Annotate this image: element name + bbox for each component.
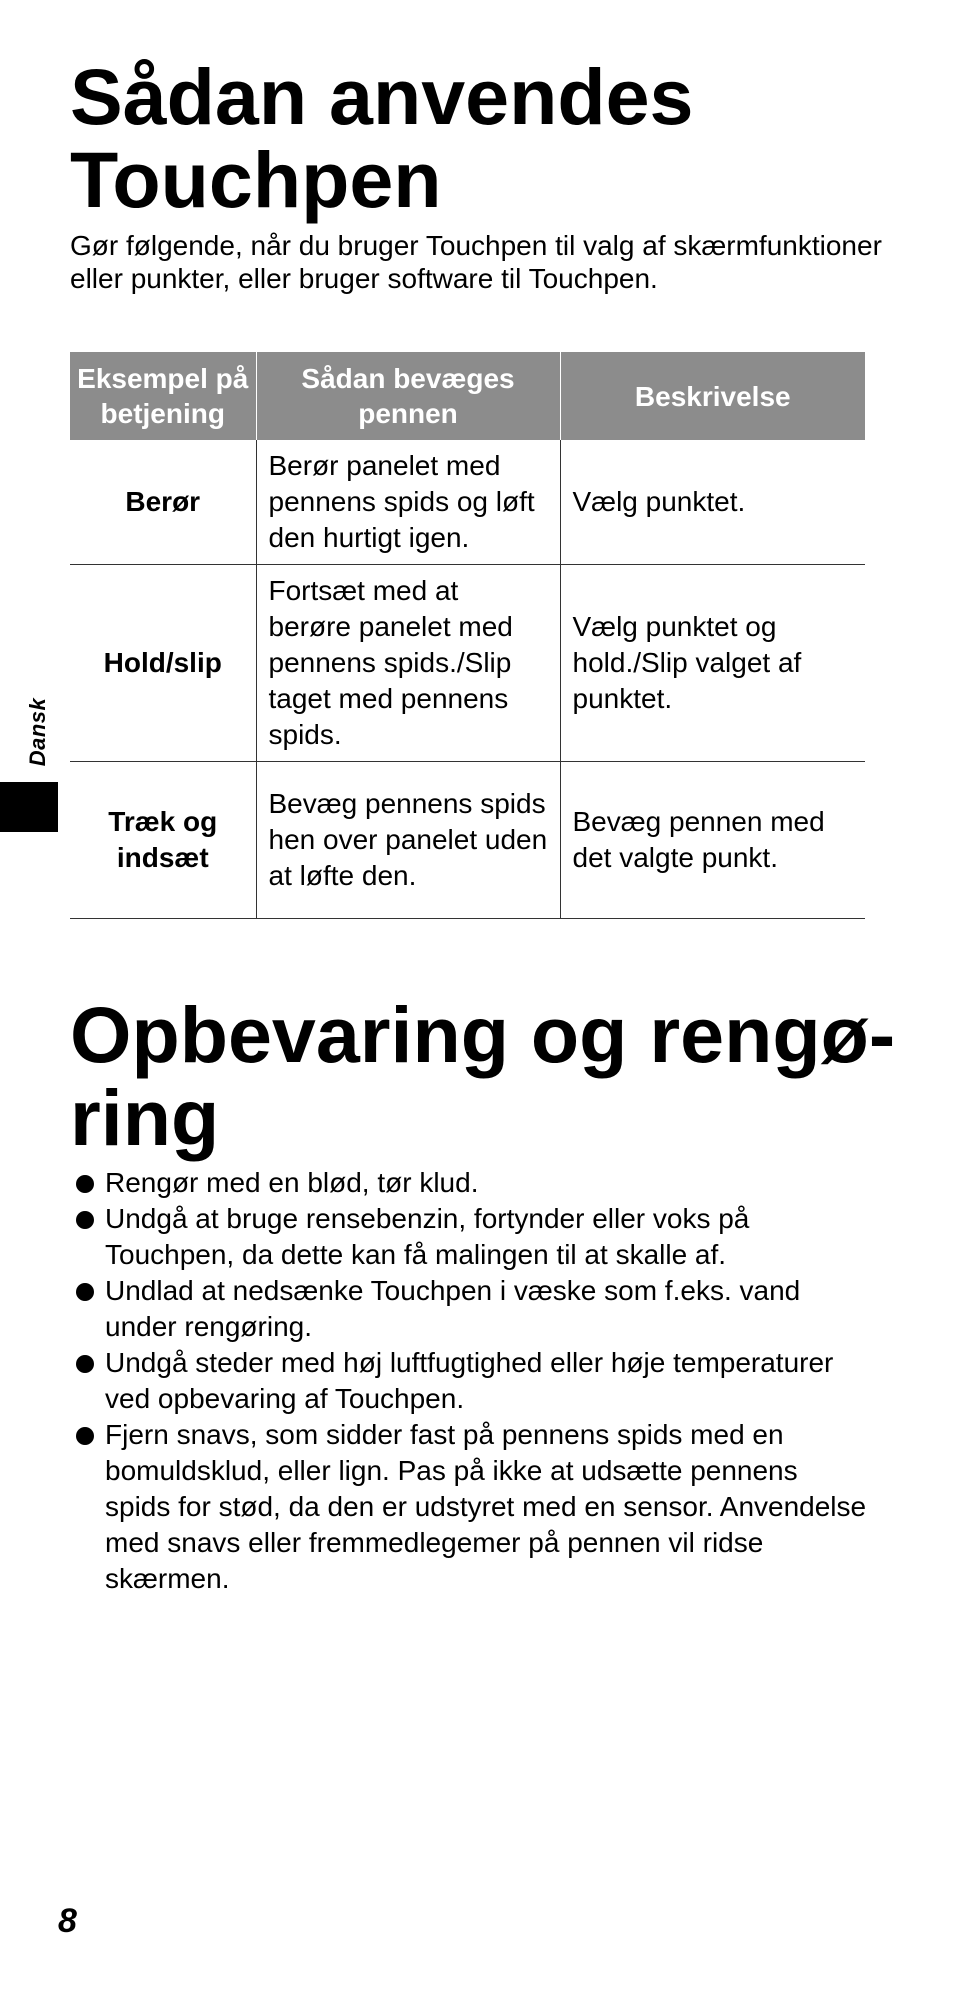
list-item-text: Fjern snavs, som sidder fast på pennens spids med en bomuldsklud, eller lign. Pas på ikke at udsætte pennens spids for stød, da den er udstyret med en sensor. Anvendelse med snavs eller fremmedlegemer på pennen vil ridse skærmen. — [105, 1419, 867, 1594]
list-item-text: Rengør med en blød, tør klud. — [105, 1167, 479, 1198]
table-header-cell: Eksempel på betjening — [70, 352, 256, 440]
bullet-icon — [76, 1283, 94, 1301]
bullet-icon — [76, 1355, 94, 1373]
table-row — [70, 440, 865, 565]
description-cell: Vælg punktet og hold./Slip valget af punktet. — [560, 565, 865, 762]
language-tab-marker — [0, 782, 58, 832]
list-item — [70, 1165, 870, 1201]
language-label-text: Dansk — [25, 697, 50, 767]
operation-name-cell: Træk og indsæt — [70, 762, 256, 919]
operation-name-cell: Berør — [70, 440, 256, 565]
table-header-cell: Beskrivelse — [560, 352, 865, 440]
page-title: Sådan anvendes Touchpen — [70, 52, 694, 224]
list-item — [70, 1201, 870, 1273]
bullet-icon — [76, 1211, 94, 1229]
movement-cell: Fortsæt med at berøre panelet med pennens spids./Slip taget med pennens spids. — [256, 565, 560, 762]
list-item — [70, 1345, 870, 1417]
table-header-cell: Sådan bevæges pennen — [256, 352, 560, 440]
movement-cell: Berør panelet med pennens spids og løft den hurtigt igen. — [256, 440, 560, 565]
page-number: 8 — [58, 1902, 77, 1940]
list-item-text: Undgå steder med høj luftfugtighed eller høje temperaturer ved opbevaring af Touchpen. — [105, 1347, 834, 1414]
table-row — [70, 762, 865, 919]
table-row — [70, 565, 865, 762]
care-bullet-list — [70, 1165, 870, 1597]
list-item — [70, 1273, 870, 1345]
bullet-icon — [76, 1175, 94, 1193]
table-header-row — [70, 352, 865, 440]
operations-table — [70, 352, 865, 919]
list-item-text: Undgå at bruge rensebenzin, fortynder eller voks på Touchpen, da dette kan få malingen til at skalle af. — [105, 1203, 750, 1270]
section-title: Opbevaring og rengø-ring — [70, 990, 896, 1162]
description-cell: Bevæg pennen med det valgte punkt. — [560, 762, 865, 919]
bullet-icon — [76, 1427, 94, 1445]
language-side-label — [24, 690, 52, 774]
list-item — [70, 1417, 870, 1597]
list-item-text: Undlad at nedsænke Touchpen i væske som f.eks. vand under rengøring. — [105, 1275, 801, 1342]
intro-paragraph: Gør følgende, når du bruger Touchpen til valg af skærmfunktioner eller punkter, eller bruger software til Touchpen. — [70, 230, 882, 294]
movement-cell: Bevæg pennens spids hen over panelet uden at løfte den. — [256, 762, 560, 919]
operation-name-cell: Hold/slip — [70, 565, 256, 762]
description-cell: Vælg punktet. — [560, 440, 865, 565]
